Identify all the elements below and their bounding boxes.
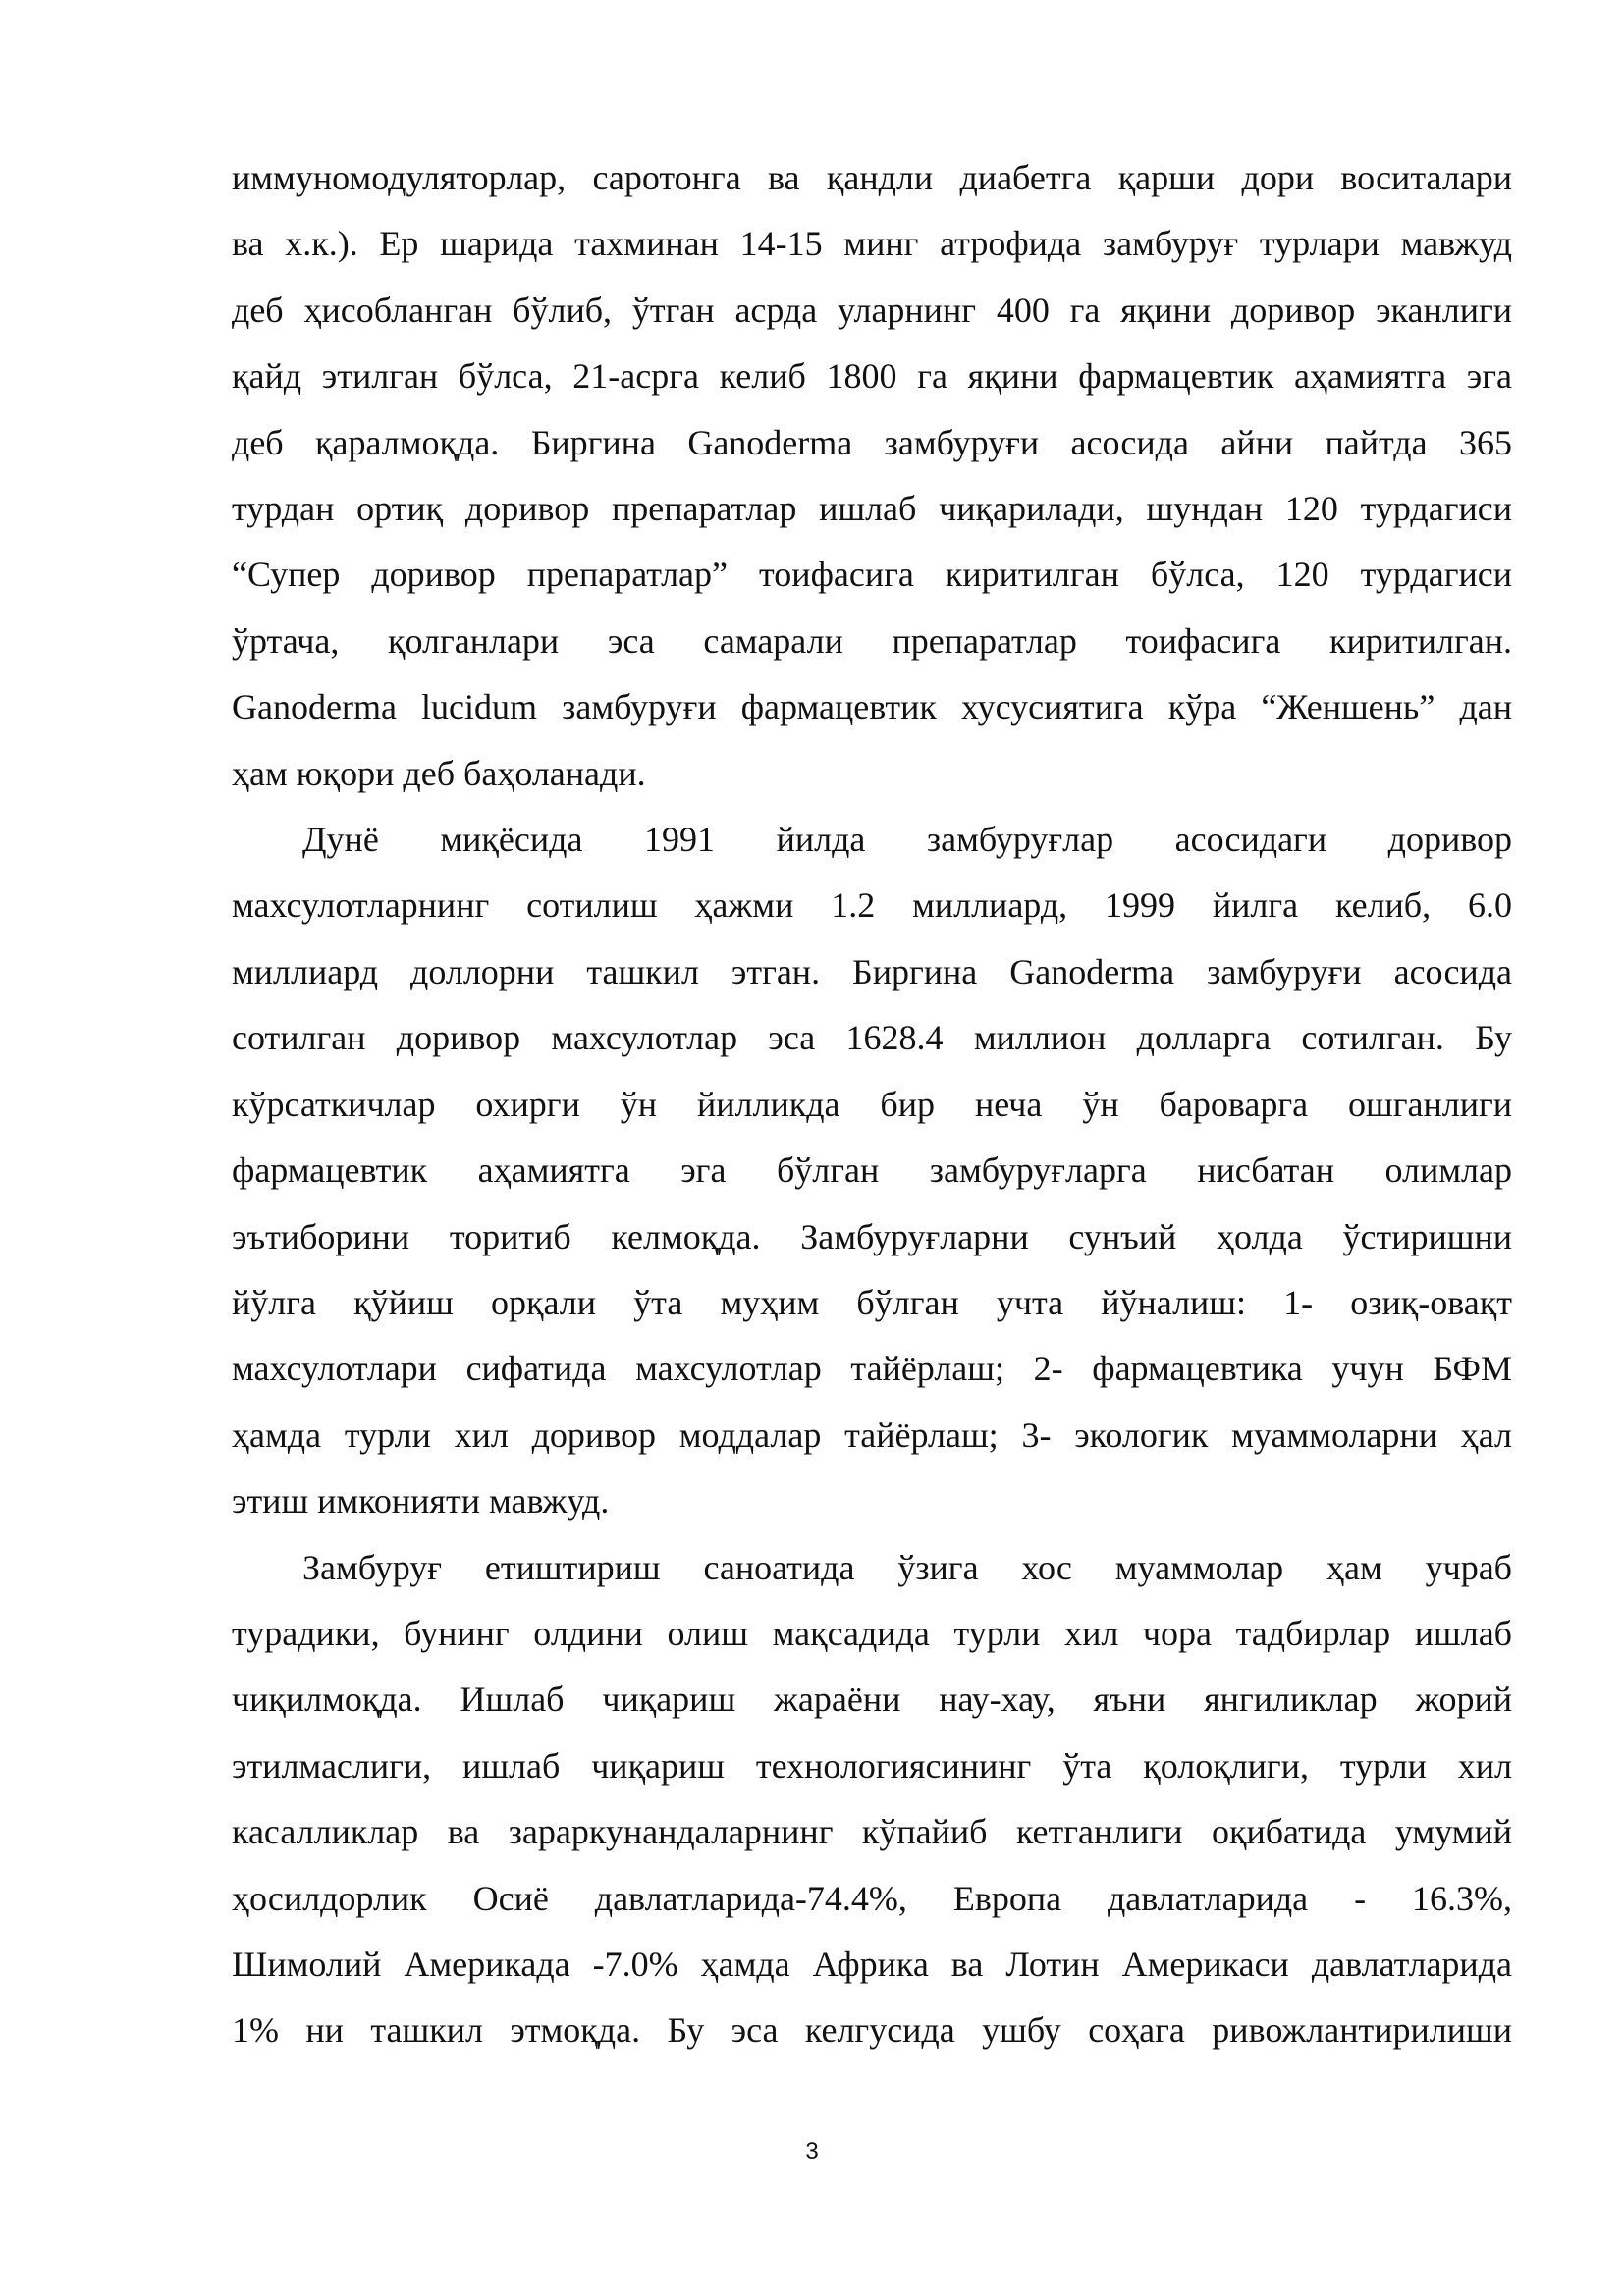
text-line: миллиард доллорни ташкил этган. Биргина Ganoderma замбуруғи асосида <box>232 951 1512 991</box>
text-line: кўрсаткичлар охирги ўн йилликда бир неча ўн бароварга ошганлиги <box>232 1084 1512 1124</box>
text-line: махсулотлари сифатида махсулотлар тайёрлаш; 2- фармацевтика учун БФМ <box>232 1349 1512 1389</box>
text-line: ҳосилдорлик Осиё давлатларида-74.4%, Европа давлатларида - 16.3%, <box>232 1878 1512 1918</box>
text-line: Дунё миқёсида 1991 йилда замбуруғлар асосидаги доривор <box>302 820 1512 860</box>
text-line: деб ҳисобланган бўлиб, ўтган асрда уларнинг 400 га яқини доривор эканлиги <box>232 290 1512 330</box>
text-line: Замбуруғ етиштириш саноатида ўзига хос муаммолар ҳам учраб <box>302 1547 1512 1587</box>
body-text <box>232 145 1512 2064</box>
text-line: этилмаслиги, ишлаб чиқариш технологиясининг ўта қолоқлиги, турли хил <box>232 1745 1512 1786</box>
text-line: турадики, бунинг олдини олиш мақсадида турли хил чора тадбирлар ишлаб <box>232 1613 1512 1653</box>
text-line: ўртача, қолганлари эса самарали препаратлар тоифасига киритилган. <box>232 620 1512 661</box>
text-line: қайд этилган бўлса, 21-асрга келиб 1800 га яқини фармацевтик аҳамиятга эга <box>232 356 1512 397</box>
text-line: иммуномодуляторлар, саротонга ва қандли диабетга қарши дори воситалари <box>232 158 1512 197</box>
text-line: чиқилмоқда. Ишлаб чиқариш жараёни нау-хау, яъни янгиликлар жорий <box>232 1680 1512 1720</box>
text-line: 1% ни ташкил этмоқда. Бу эса келгусида ушбу соҳага ривожлантирилиши <box>232 2010 1512 2051</box>
text-line: касалликлар ва зараркунандаларнинг кўпайиб кетганлиги оқибатида умумий <box>232 1812 1512 1852</box>
page-number: 3 <box>805 2138 819 2164</box>
text-line: фармацевтик аҳамиятга эга бўлган замбуруғларга нисбатан олимлар <box>232 1150 1512 1191</box>
text-line: сотилган доривор махсулотлар эса 1628.4 миллион долларга сотилган. Бу <box>232 1018 1512 1058</box>
paragraph-3 <box>232 1535 1512 2064</box>
text-line: махсулотларнинг сотилиш ҳажми 1.2 миллиард, 1999 йилга келиб, 6.0 <box>232 885 1512 926</box>
text-line: ва х.к.). Ер шарида тахминан 14-15 минг атрофида замбуруғ турлари мавжуд <box>232 224 1512 264</box>
text-line: ҳамда турли хил доривор моддалар тайёрлаш; 3- экологик муаммоларни ҳал <box>232 1415 1512 1455</box>
paragraph-2 <box>232 807 1512 1534</box>
text-line: эътиборини торитиб келмоқда. Замбуруғларни сунъий ҳолда ўстиришни <box>232 1216 1512 1256</box>
text-line: йўлга қўйиш орқали ўта муҳим бўлган учта йўналиш: 1- озиқ-овақт <box>232 1282 1512 1322</box>
text-line: деб қаралмоқда. Биргина Ganoderma замбуруғи асосида айни пайтда 365 <box>232 422 1512 462</box>
text-line: “Супер доривор препаратлар” тоифасига киритилган бўлса, 120 турдагиси <box>232 555 1512 595</box>
text-line: ҳам юқори деб баҳоланади. <box>232 753 646 793</box>
text-line: Ganoderma lucidum замбуруғи фармацевтик хусусиятига кўра “Женшень” дан <box>232 687 1512 727</box>
text-line: этиш имконияти мавжуд. <box>232 1481 610 1522</box>
text-line: турдан ортиқ доривор препаратлар ишлаб чиқарилади, шундан 120 турдагиси <box>232 489 1512 529</box>
paragraph-1 <box>232 145 1512 807</box>
text-line: Шимолий Америкада -7.0% ҳамда Африка ва Лотин Америкаси давлатларида <box>232 1944 1512 1984</box>
